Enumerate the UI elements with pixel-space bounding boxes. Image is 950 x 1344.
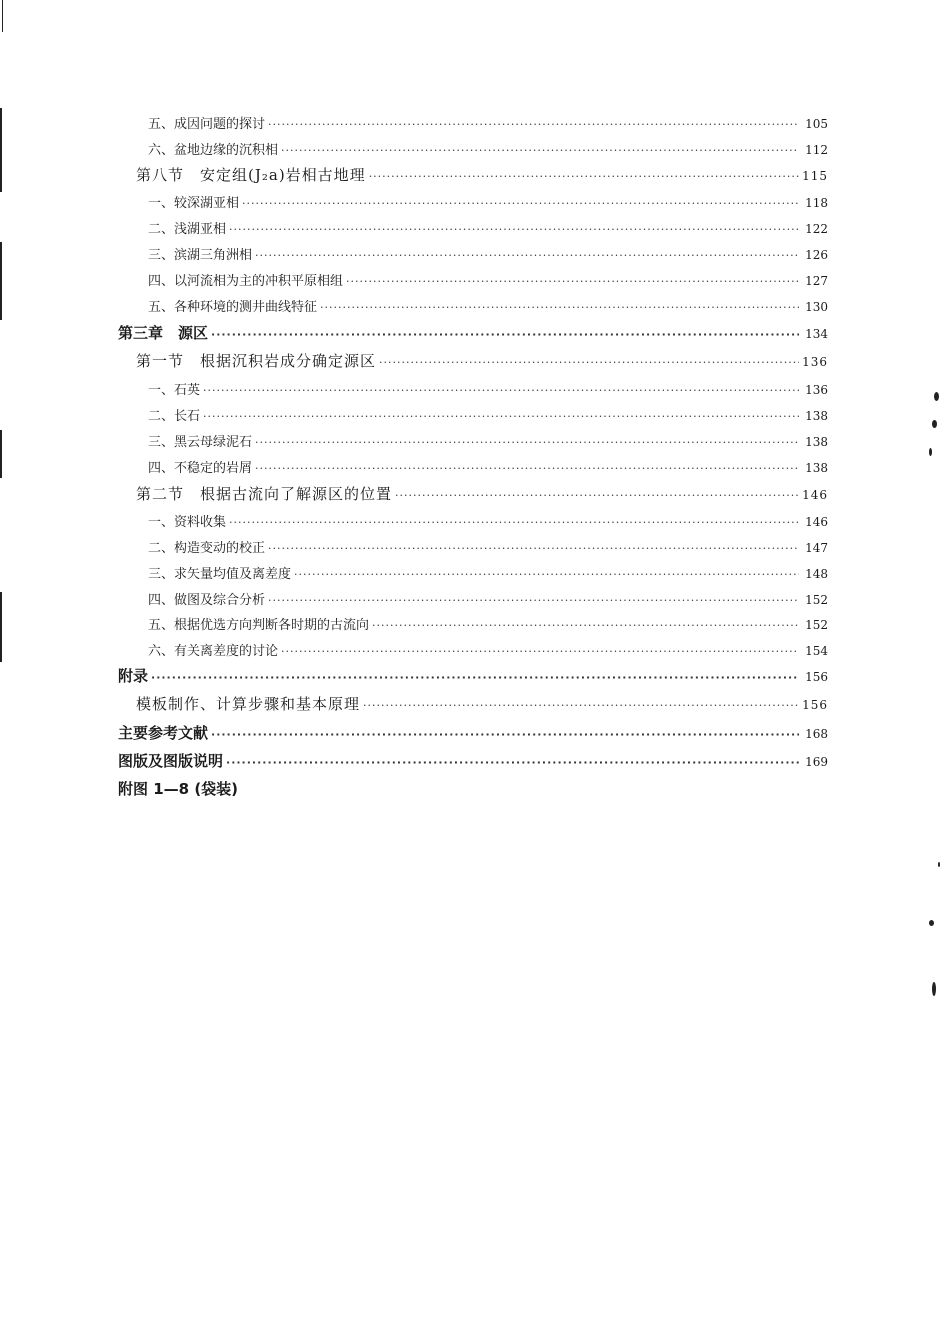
- toc-entry-title: 附图 1—8 (袋装): [118, 780, 239, 798]
- toc-entry-title: 三、黑云母绿泥石: [148, 435, 253, 450]
- toc-entry-page: 138: [805, 461, 828, 475]
- toc-entry-title: 四、做图及综合分析: [148, 593, 266, 608]
- toc-entry-page: 122: [805, 222, 828, 236]
- toc-entry-page: 115: [802, 169, 828, 183]
- toc-entry-page: 130: [805, 300, 828, 314]
- scan-speck: [929, 448, 932, 456]
- leader-dots: [226, 756, 799, 769]
- toc-section: [136, 350, 828, 371]
- leader-dots: [281, 144, 799, 157]
- toc-entry-title: 第二节 根据古流向了解源区的位置: [136, 485, 393, 503]
- toc-entry-title: 主要参考文献: [118, 724, 209, 742]
- leader-dots: [346, 275, 799, 288]
- toc-entry-page: 156: [802, 698, 828, 712]
- toc-entry-title: 第一节 根据沉积岩成分确定源区: [136, 352, 377, 370]
- scan-mark: [0, 430, 2, 478]
- scan-speck: [929, 920, 934, 926]
- toc-entry-title: 图版及图版说明: [118, 752, 224, 770]
- toc-entry-page: 146: [802, 488, 828, 502]
- scan-speck: [932, 982, 936, 996]
- leader-dots: [395, 489, 799, 502]
- leader-dots: [268, 118, 799, 131]
- toc-entry-title: 三、求矢量均值及离差度: [148, 567, 292, 582]
- toc-entry-page: 138: [805, 409, 828, 423]
- toc-entry-title: 一、资料收集: [148, 515, 227, 530]
- toc-entry-page: 152: [805, 593, 828, 607]
- leader-dots: [320, 301, 799, 314]
- toc-entry-page: 156: [805, 670, 828, 684]
- toc-entry-title: 五、成因问题的探讨: [148, 117, 266, 132]
- toc-entry: [148, 640, 828, 659]
- toc-entry: [148, 113, 828, 132]
- toc-entry-page: 168: [805, 727, 828, 741]
- scan-mark: [0, 108, 2, 192]
- scan-speck: [938, 862, 940, 867]
- toc-entry-title: 四、以河流相为主的冲积平原相组: [148, 274, 344, 289]
- toc-chapter: [118, 750, 828, 771]
- toc-entry-page: 112: [805, 143, 828, 157]
- leader-dots: [255, 249, 799, 262]
- toc-entry-title: 三、滨湖三角洲相: [148, 248, 253, 263]
- scan-mark: [2, 0, 3, 32]
- toc-entry: [148, 296, 828, 315]
- toc-entry-title: 二、浅湖亚相: [148, 222, 227, 237]
- leader-dots: [268, 594, 799, 607]
- toc-entry: [148, 563, 828, 582]
- toc-entry-page: 136: [802, 355, 828, 369]
- scan-speck: [932, 420, 937, 428]
- leader-dots: [372, 619, 799, 632]
- toc-entry-page: 147: [805, 541, 828, 555]
- toc-entry-title: 模板制作、计算步骤和基本原理: [136, 695, 361, 713]
- toc-entry-page: 136: [805, 383, 828, 397]
- toc-entry: [148, 537, 828, 556]
- leader-dots: [255, 436, 799, 449]
- toc-entry: [148, 244, 828, 263]
- leader-dots: [255, 462, 799, 475]
- toc-entry-page: 146: [805, 515, 828, 529]
- toc-entry-title: 附录: [118, 667, 149, 685]
- toc-section: [136, 164, 828, 185]
- toc-entry-page: 154: [805, 644, 828, 658]
- leader-dots: [281, 645, 799, 658]
- toc-entry-page: 127: [805, 274, 828, 288]
- toc-entry-page: 169: [805, 755, 828, 769]
- toc-entry-page: 126: [805, 248, 828, 262]
- toc-entry-title: 六、盆地边缘的沉积相: [148, 143, 279, 158]
- toc-section: [136, 693, 828, 714]
- toc-entry-title: 二、长石: [148, 409, 201, 424]
- toc-entry-title: 四、不稳定的岩屑: [148, 461, 253, 476]
- leader-dots: [242, 197, 799, 210]
- scan-speck: [934, 392, 939, 401]
- toc-chapter: [118, 665, 828, 686]
- toc-entry-page: 134: [805, 327, 828, 341]
- toc-entry-title: 一、较深湖亚相: [148, 196, 240, 211]
- toc-entry: [148, 589, 828, 608]
- leader-dots: [211, 328, 799, 341]
- leader-dots: [294, 568, 799, 581]
- toc-entry-page: 152: [805, 618, 828, 632]
- toc-entry: [148, 614, 828, 633]
- leader-dots: [229, 223, 799, 236]
- leader-dots: [229, 516, 799, 529]
- toc-entry-title: 六、有关离差度的讨论: [148, 644, 279, 659]
- toc-entry-title: 五、根据优选方向判断各时期的古流向: [148, 618, 370, 633]
- toc-entry-title: 二、构造变动的校正: [148, 541, 266, 556]
- toc-chapter: [118, 722, 828, 743]
- toc-entry: [148, 511, 828, 530]
- toc-entry-title: 一、石英: [148, 383, 201, 398]
- toc-entry: [148, 270, 828, 289]
- toc-entry: [148, 405, 828, 424]
- toc-section: [136, 483, 828, 504]
- leader-dots: [211, 728, 799, 741]
- toc-entry: [148, 192, 828, 211]
- toc-entry: [148, 457, 828, 476]
- toc-entry-page: 138: [805, 435, 828, 449]
- toc-chapter: [118, 778, 418, 799]
- toc-entry-page: 105: [805, 117, 828, 131]
- leader-dots: [369, 170, 799, 183]
- toc-entry-title: 第三章 源区: [118, 324, 209, 342]
- toc-entry: [148, 431, 828, 450]
- toc-entry: [148, 379, 828, 398]
- toc-entry-title: 第八节 安定组(J₂a)岩相古地理: [136, 166, 366, 184]
- toc-entry-title: 五、各种环境的测井曲线特征: [148, 300, 318, 315]
- toc-entry-page: 118: [805, 196, 828, 210]
- toc-entry: [148, 139, 828, 158]
- toc-entry: [148, 218, 828, 237]
- toc-chapter: [118, 322, 828, 343]
- leader-dots: [203, 410, 799, 423]
- leader-dots: [203, 384, 799, 397]
- leader-dots: [268, 542, 799, 555]
- scan-mark: [0, 592, 2, 662]
- leader-dots: [379, 356, 799, 369]
- leader-dots: [151, 671, 799, 684]
- leader-dots: [363, 699, 799, 712]
- scan-mark: [0, 242, 2, 320]
- toc-entry-page: 148: [805, 567, 828, 581]
